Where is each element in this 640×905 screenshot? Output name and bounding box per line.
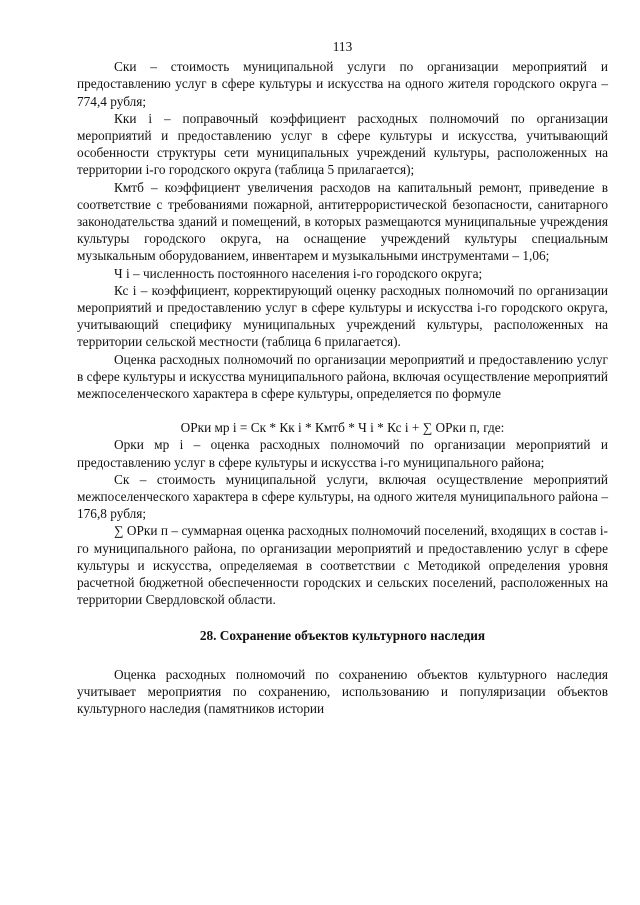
paragraph-heritage-intro: Оценка расходных полномочий по сохранению объектов культурного наследия учитывает мероприятия по сохранению, использованию и популяризации объектов культурного наследия (памятников истории bbox=[77, 666, 608, 717]
paragraph-sk-definition: Ск – стоимость муниципальной услуги, включая осуществление мероприятий межпоселенческого характера в сфере культуры, на одного жителя муниципального района – 176,8 рубля; bbox=[77, 471, 608, 522]
formula: ОРки мр i = Ск * Кк i * Кмтб * Ч i * Кс i + ∑ ОРки п, где: bbox=[180, 420, 505, 436]
paragraph-sum-orki-definition: ∑ ОРки п – суммарная оценка расходных полномочий поселений, входящих в состав i-го муниципального района, по организации мероприятий и предоставлению услуг в сфере культуры и искусства, определяемая в соответствии с Методикой определения уровня расчетной бюджетной обеспеченности городских и сельских поселений, расположенных на территории Свердловской области. bbox=[77, 523, 608, 608]
paragraph-ks-definition: Кс i – коэффициент, корректирующий оценку расходных полномочий по организации мероприятий и предоставлению услуг в сфере культуры и искусства i-го городского округа, учитывающий специфику муниципальных учреждений культуры, расположенных на территории сельской местности (таблица 6 прилагается). bbox=[77, 282, 608, 350]
paragraph-kki-definition: Кки i – поправочный коэффициент расходных полномочий по организации мероприятий и предоставлению услуг в сфере культуры и искусства, учитывающий особенности структуры сети муниципальных учреждений культуры, расположенных на территории i-го городского округа (таблица 5 прилагается); bbox=[77, 110, 608, 178]
paragraph-district-estimate-intro: Оценка расходных полномочий по организации мероприятий и предоставлению услуг в сфере культуры и искусства муниципального района, включая осуществление мероприятий межпоселенческого характера в сфере культуры, определяется по формуле bbox=[77, 351, 608, 402]
paragraph-ski-definition: Cки – стоимость муниципальной услуги по организации мероприятий и предоставлению услуг в сфере культуры и искусства на одного жителя городского округа – 774,4 рубля; bbox=[77, 59, 608, 109]
section-heading: 28. Сохранение объектов культурного наследия bbox=[199, 627, 486, 643]
page-number: 113 bbox=[332, 39, 353, 54]
paragraph-orki-mr-definition: Орки мр i – оценка расходных полномочий по организации мероприятий и предоставлению услуг в сфере культуры и искусства i-го муниципального района; bbox=[77, 437, 608, 470]
paragraph-kmtb-definition: Кмтб – коэффициент увеличения расходов на капитальный ремонт, приведение в соответствие с требованиями пожарной, антитеррористической безопасности, санитарного законодательства зданий и помещений, в которых размещаются муниципальные учреждения культуры городского округа, на оснащение учреждений культуры специальным музыкальным оборудованием, инвентарем и музыкальными инструментами – 1,06; bbox=[77, 179, 608, 264]
document-page bbox=[77, 38, 608, 717]
paragraph-population-definition: Ч i – численность постоянного населения i-го городского округа; bbox=[114, 265, 483, 281]
